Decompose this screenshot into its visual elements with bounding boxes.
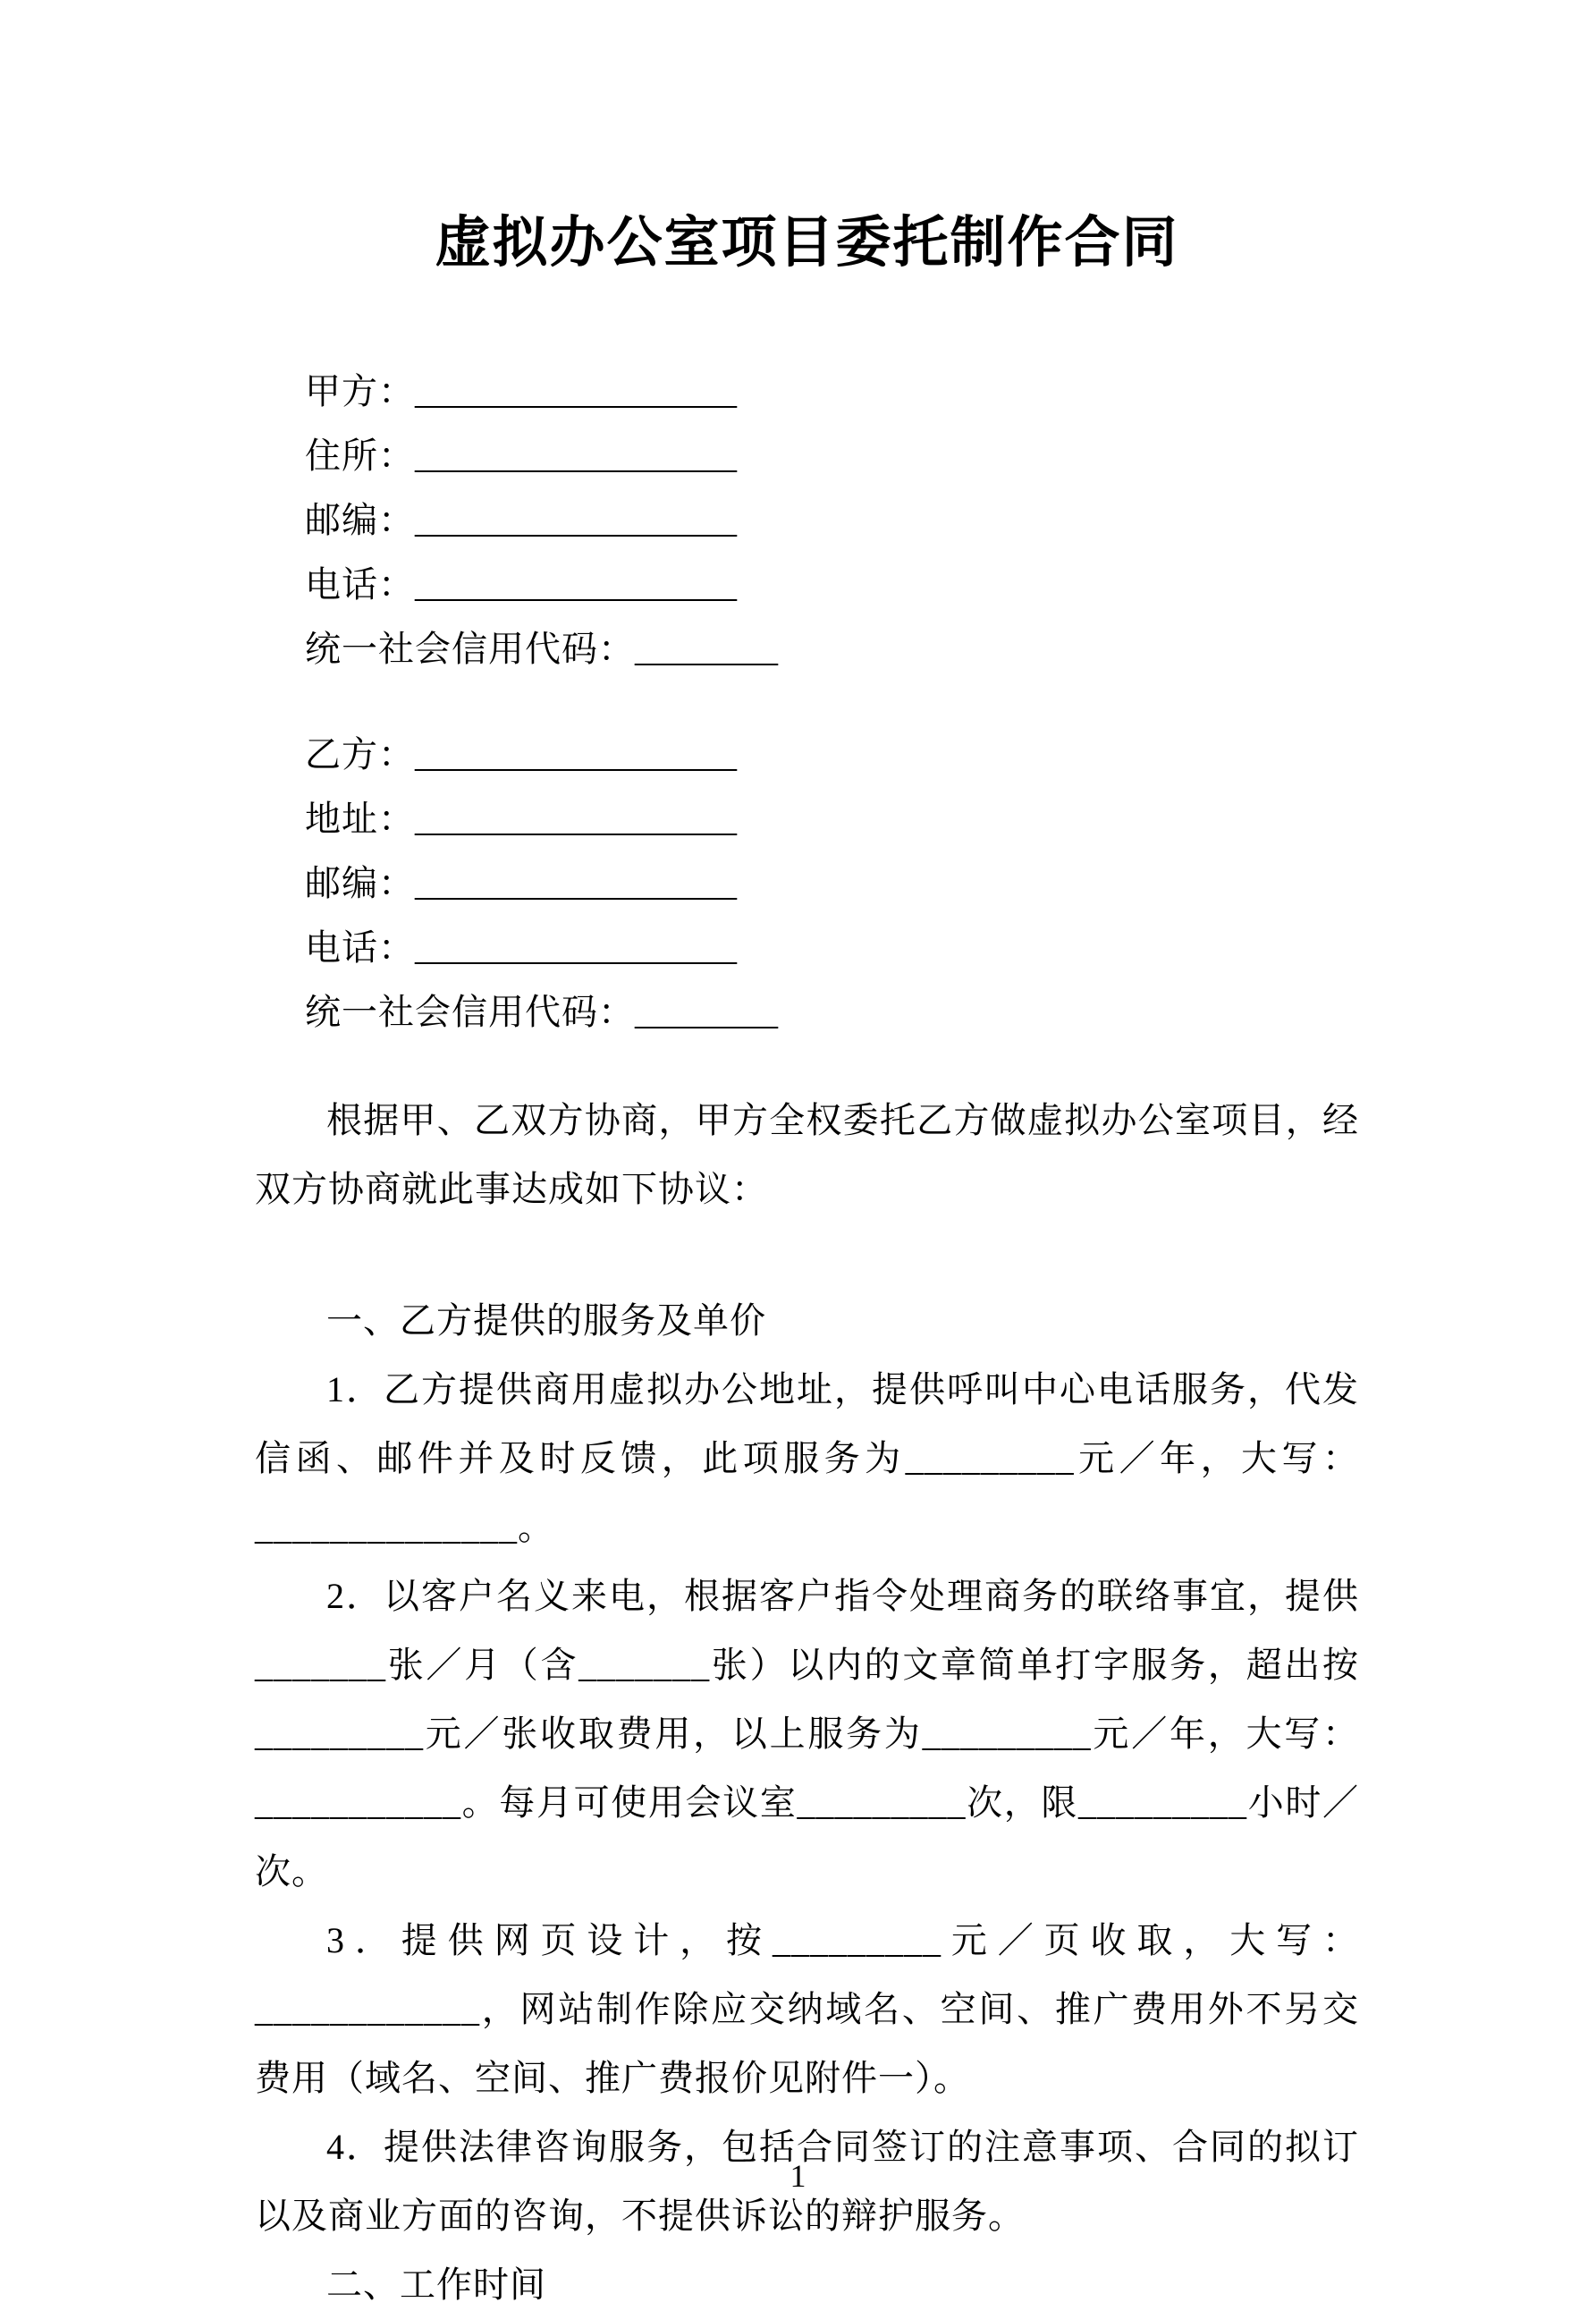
party-b-credit-code-row <box>255 980 1359 1045</box>
section1-item-2: 2．以客户名义来电，根据客户指令处理商务的联络事宜，提供_______张／月（含_______张）以内的文章简单打字服务，超出按_________元／张收取费用，以上服务为_________元／年，大写：___________。每月可使用会议室_________次，限_________小时／次。 <box>255 1576 1359 1892</box>
section2-heading: 二、工作时间 <box>326 2264 546 2306</box>
party-a-postcode-row <box>255 488 1359 553</box>
intro-paragraph: 根据甲、乙双方协商，甲方全权委托乙方做虚拟办公室项目，经双方协商就此事达成如下协议： <box>255 1100 1359 1210</box>
contract-body <box>255 1086 1359 2319</box>
party-b-postcode-blank: __________________ <box>415 863 737 904</box>
party-b-name-label: 乙方： <box>305 734 415 775</box>
party-b-credit-code-blank: ________ <box>635 992 778 1033</box>
party-b-address-blank: __________________ <box>415 799 737 840</box>
party-b-phone-label: 电话： <box>305 927 415 969</box>
section1-item-3: 3．提供网页设计，按_________元／页收取，大写：____________，网站制作除应交纳域名、空间、推广费用外不另交费用（域名、空间、推广费报价见附件一）。 <box>255 1920 1359 2099</box>
party-a-name-row <box>255 360 1359 424</box>
party-a-name-label: 甲方： <box>305 371 415 412</box>
section1-heading: 一、乙方提供的服务及单价 <box>326 1300 766 1341</box>
party-a-address-row <box>255 424 1359 488</box>
party-b-postcode-row <box>255 851 1359 916</box>
party-b-credit-code-label: 统一社会信用代码： <box>305 992 635 1033</box>
party-b-address-row <box>255 787 1359 851</box>
party-a-address-label: 住所： <box>305 436 415 477</box>
party-b-phone-row <box>255 916 1359 980</box>
party-a-credit-code-row <box>255 617 1359 681</box>
party-b-postcode-label: 邮编： <box>305 863 415 904</box>
document-title: 虚拟办公室项目委托制作合同 <box>435 213 1179 274</box>
party-a-section <box>255 360 1359 681</box>
party-a-address-blank: __________________ <box>415 436 737 477</box>
party-b-name-blank: __________________ <box>415 734 737 775</box>
party-b-address-label: 地址： <box>305 799 415 840</box>
party-a-phone-label: 电话： <box>305 564 415 605</box>
party-b-phone-blank: __________________ <box>415 927 737 969</box>
party-a-postcode-blank: __________________ <box>415 500 737 541</box>
party-b-section <box>255 723 1359 1045</box>
party-a-postcode-label: 邮编： <box>305 500 415 541</box>
section1-item-1: 1．乙方提供商用虚拟办公地址，提供呼叫中心电话服务，代发信函、邮件并及时反馈，此项服务为_________元／年，大写：______________。 <box>255 1369 1359 1548</box>
party-b-name-row <box>255 723 1359 787</box>
party-a-name-blank: __________________ <box>415 371 737 412</box>
party-a-credit-code-blank: ________ <box>635 629 778 670</box>
page-number: 1 <box>790 2158 806 2194</box>
party-a-credit-code-label: 统一社会信用代码： <box>305 629 635 670</box>
section1-item-4: 4．提供法律咨询服务，包括合同签订的注意事项、合同的拟订以及商业方面的咨询，不提供诉讼的辩护服务。 <box>255 2127 1359 2237</box>
party-a-phone-row <box>255 553 1359 617</box>
party-a-phone-blank: __________________ <box>415 564 737 605</box>
